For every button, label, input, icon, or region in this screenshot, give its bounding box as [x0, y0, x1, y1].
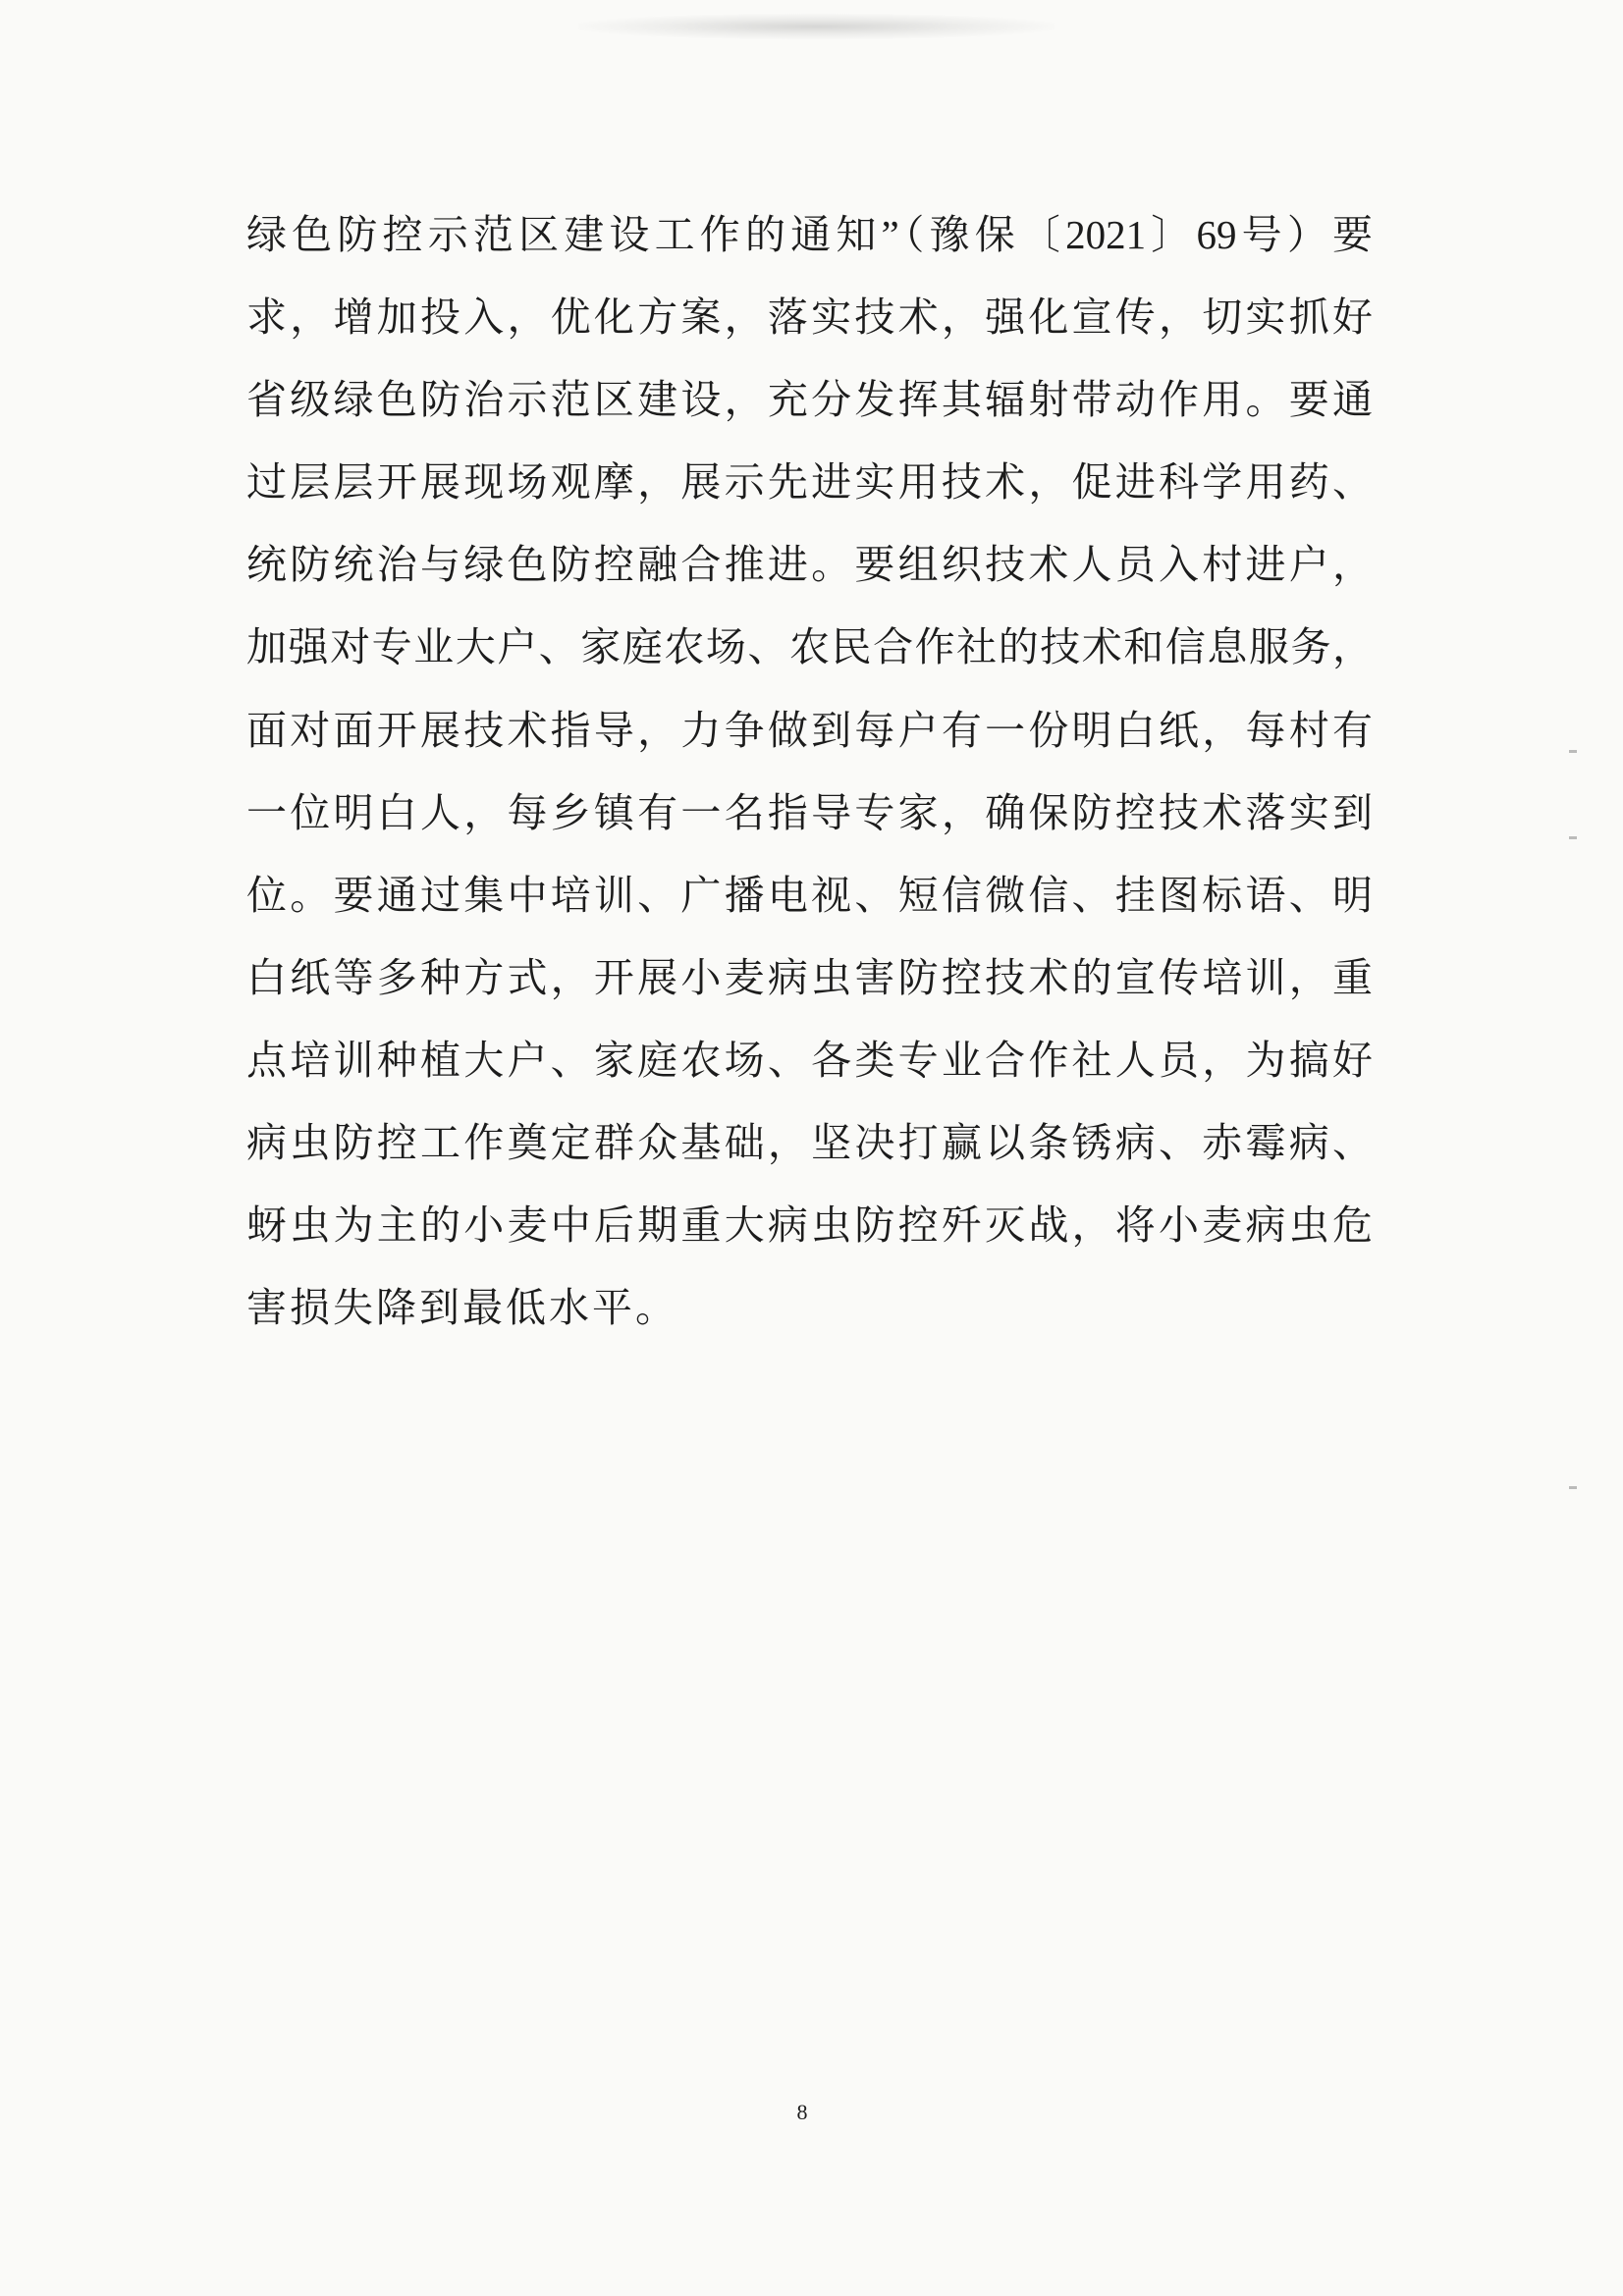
text-line: 求，增加投入，优化方案，落实技术，强化宣传，切实抓好 — [246, 294, 1373, 341]
scan-smudge — [578, 14, 1055, 39]
text-line: 统防统治与绿色防控融合推进。要组织技术人员入村进户， — [246, 542, 1373, 588]
text-line: 白纸等多种方式，开展小麦病虫害防控技术的宣传培训，重 — [246, 954, 1373, 1000]
text-line: 位。要通过集中培训、广播电视、短信微信、挂图标语、明 — [246, 872, 1373, 918]
body-paragraph — [246, 193, 1373, 1349]
scan-edge-mark — [1569, 836, 1577, 839]
text-line: 过层层开展现场观摩，展示先进实用技术，促进科学用药、 — [246, 459, 1373, 506]
text-line-last: 害损失降到最低水平。 — [246, 1285, 678, 1331]
text-line: 点培训种植大户、家庭农场、各类专业合作社人员，为搞好 — [246, 1037, 1373, 1083]
scan-edge-mark — [1569, 1486, 1577, 1489]
scan-edge-mark — [1569, 750, 1577, 753]
text-line: 面对面开展技术指导，力争做到每户有一份明白纸，每村有 — [246, 707, 1373, 753]
text-line: 加强对专业大户、家庭农场、农民合作社的技术和信息服务， — [246, 624, 1373, 670]
text-line: 病虫防控工作奠定群众基础，坚决打赢以条锈病、赤霉病、 — [246, 1120, 1373, 1166]
text-line: 蚜虫为主的小麦中后期重大病虫防控歼灭战，将小麦病虫危 — [246, 1202, 1373, 1249]
text-line: 省级绿色防治示范区建设，充分发挥其辐射带动作用。要通 — [246, 377, 1373, 423]
page-number: 8 — [796, 2100, 808, 2124]
text-line: 绿色防控示范区建设工作的通知”（豫保〔2021〕69号）要 — [246, 212, 1373, 257]
text-line: 一位明白人，每乡镇有一名指导专家，确保防控技术落实到 — [246, 789, 1373, 835]
